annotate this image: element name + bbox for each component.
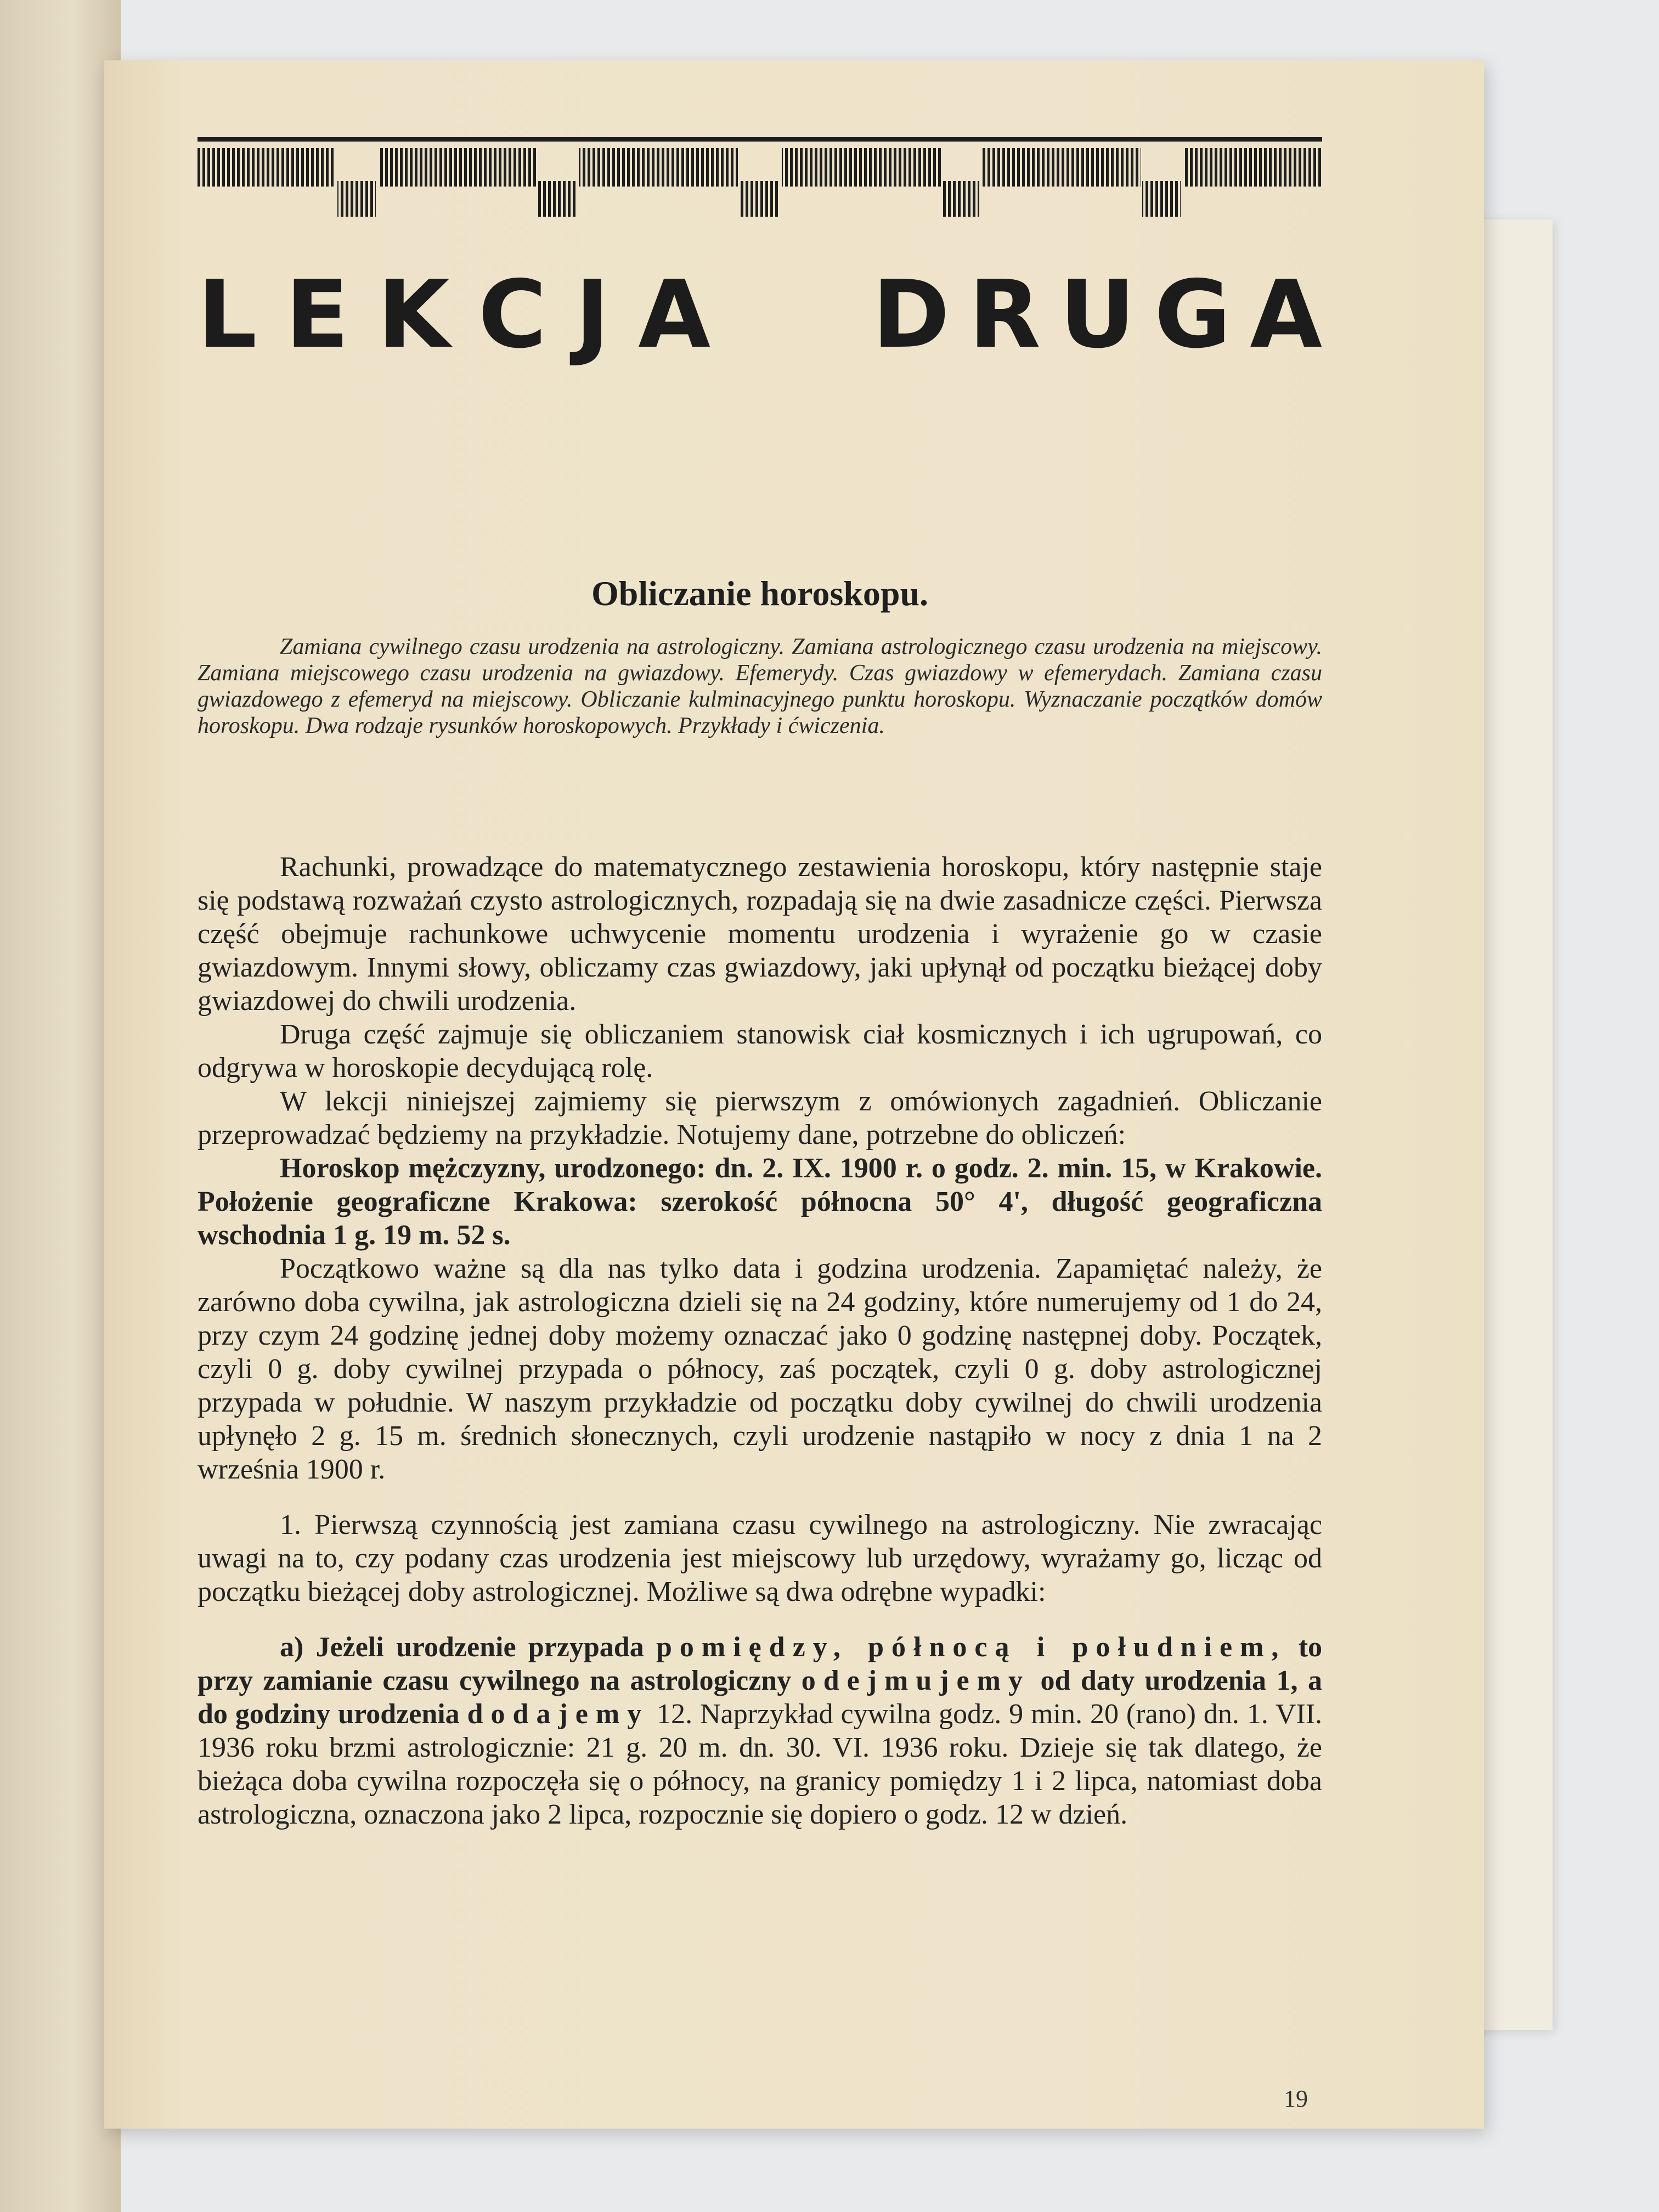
- lesson-summary: Zamiana cywilnego czasu urodzenia na astrologiczny. Zamiana astrologicznego czasu urodzenia na miejscowy. Zamiana miejscowego czasu urodzenia na gwiazdowy. Efemerydy. Czas gwiazdowy w efemerydach. Zamiana czasu gwiazdowego z efemeryd na miejscowy. Obliczanie kulminacyjnego punktu horoskopu. Wyznaczanie początków domów horoskopu. Dwa rodzaje rysunków horoskopowych. Przykłady i ćwiczenia.: [198, 634, 1322, 738]
- case-a-text: od daty urodzenia 1, a do godziny urodzenia: [198, 1665, 1323, 1730]
- heading-letter: G: [1154, 261, 1231, 369]
- heading-letter: C: [478, 261, 547, 369]
- left-page-edge: [0, 0, 121, 2212]
- heading-letter: U: [1059, 261, 1136, 369]
- section-title: Obliczanie horoskopu.: [591, 574, 929, 613]
- paragraph: Rachunki, prowadzące do matematycznego zestawienia horoskopu, który następnie staje się podstawą rozważań czysto astrologicznych, rozpadają się na dwie zasadnicze części. Pierwsza część obejmuje rachunkowe uchwycenie momentu urodzenia i wyrażenie go w czasie gwiazdowym. Innymi słowy, obliczamy czas gwiazdowy, jaki upłynął od początku bieżącej doby gwiazdowej do chwili urodzenia.: [198, 851, 1322, 1017]
- heading-letter: J: [575, 261, 610, 369]
- body-text: [198, 850, 1322, 1831]
- heading-letter: L: [198, 261, 257, 369]
- lesson-heading: [198, 261, 1322, 369]
- heading-letter: K: [377, 261, 450, 369]
- heading-letter: A: [1250, 261, 1322, 369]
- spaced-emphasis: pomiędzy, północą i południem,: [656, 1632, 1286, 1663]
- case-a-text: Naprzykład cywilna godz. 9 min. 20 (rano) dn. 1. VII. 1936 roku brzmi astrologicznie: 21 g. 20 m. dn. 30. VI. 1936 roku. Dzieje się tak dlatego, że bieżąca doba cywilna rozpoczęła się o północy, na granicy pomiędzy 1 i 2 lipca, natomiast doba astrologiczna, oznaczona jako 2 lipca, rozpocznie się dopiero o godz. 12 w dzień.: [198, 1699, 1323, 1830]
- case-a-paragraph: [198, 1630, 1322, 1831]
- heading-word-druga: [872, 261, 1322, 369]
- heading-word-lekcja: [198, 261, 710, 369]
- heading-letter: R: [968, 261, 1041, 369]
- paragraph: Druga część zajmuje się obliczaniem stanowisk ciał kosmicznych i ich ugrupowań, co odgrywa w horoskopie decydującą rolę.: [198, 1019, 1322, 1084]
- paragraph: Początkowo ważne są dla nas tylko data i godzina urodzenia. Zapamiętać należy, że zarówno doba cywilna, jak astrologiczna dzieli się na 24 godziny, które numerujemy od 1 do 24, przy czym 24 godzinę jednej doby możemy oznaczać jako 0 godzinę następnej doby. Początek, czyli 0 g. doby cywilnej przypada o północy, zaś początek, czyli 0 g. doby astrologicznej przypada w południe. W naszym przykładzie od początku doby cywilnej do chwili urodzenia upłynęło 2 g. 15 m. średnich słonecznych, czyli urodzenie nastąpiło w nocy z dnia 1 na 2 września 1900 r.: [198, 1253, 1322, 1485]
- spaced-emphasis: dodajemy: [467, 1699, 650, 1730]
- heading-letter: D: [872, 261, 950, 369]
- case-a-text: 12.: [657, 1699, 693, 1730]
- spaced-emphasis: odejmujemy: [801, 1665, 1030, 1696]
- book-page: [104, 60, 1484, 2129]
- paragraph: W lekcji niniejszej zajmiemy się pierwszym z omówionych zagadnień. Obliczanie przeprowadzać będziemy na przykładzie. Notujemy dane, potrzebne do obliczeń:: [198, 1086, 1322, 1150]
- example-data: Horoskop mężczyzny, urodzonego: dn. 2. IX. 1900 r. o godz. 2. min. 15, w Krakowie. Położenie geograficzne Krakowa: szerokość północna 50° 4', długość geograficzna wschodnia 1 g. 19 m. 52 s.: [198, 1153, 1322, 1251]
- page-number: 19: [1284, 2085, 1308, 2112]
- heading-letter: A: [638, 261, 710, 369]
- paragraph: 1. Pierwszą czynnością jest zamiana czasu cywilnego na astrologiczny. Nie zwracając uwagi na to, czy podany czas urodzenia jest miejscowy lub urzędowy, wyrażamy go, licząc od początku bieżącej doby astrologicznej. Możliwe są dwa odrębne wypadki:: [198, 1509, 1322, 1607]
- heading-letter: E: [285, 261, 349, 369]
- case-a-text: to przy zamianie czasu cywilnego na astrologiczny: [198, 1632, 1323, 1696]
- case-a-text: a) Jeżeli urodzenie przypada: [280, 1632, 644, 1663]
